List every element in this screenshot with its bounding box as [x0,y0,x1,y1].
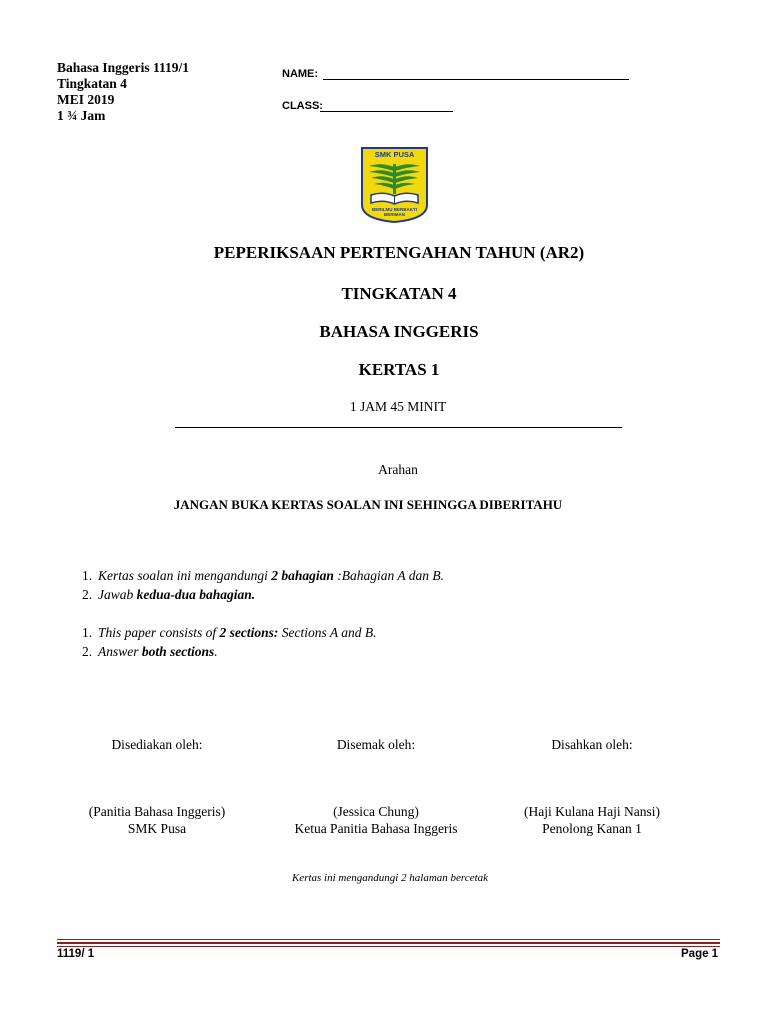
footer-code: 1119/ 1 [57,948,95,960]
instruction-number: 2. [82,587,93,602]
form-title: TINGKATAN 4 [341,284,457,303]
paper-title: KERTAS 1 [358,360,440,379]
name-field[interactable] [282,68,323,80]
instructions-malay [82,566,444,604]
page-count-note: Kertas ini mengandungi 2 halaman bercetak [291,872,489,884]
subject-title: BAHASA INGGERIS [319,322,479,341]
instruction-text: Sections A and B. [278,625,377,640]
prepared-by-label: Disediakan oleh: [111,737,203,752]
do-not-open-warning: JANGAN BUKA KERTAS SOALAN INI SEHINGGA DIBERITAHU [173,497,563,512]
checked-by-label: Disemak oleh: [336,737,416,752]
footer-rule [57,939,720,940]
student-fields [282,68,323,112]
signatory-name: (Jessica Chung) [333,804,419,819]
instruction-text: Jawab [98,587,137,602]
instruction-text: . [214,644,218,659]
instruction-emphasis: 2 bahagian [271,568,334,583]
instructions-english [82,623,377,661]
logo-motto-line1: BERILMU BERBAKTI [372,207,417,212]
logo-top-text: SMK PUSA [374,150,415,159]
instruction-text: Kertas soalan ini mengandungi [98,568,272,583]
instruction-text: :Bahagian A dan B. [333,568,445,583]
instruction-item [82,642,377,661]
class-label: CLASS: [282,100,323,112]
checked-by-signatory [261,803,491,837]
footer-rule [57,942,720,944]
instruction-number: 1. [82,625,93,640]
instruction-item [82,585,444,604]
signatory-title: Penolong Kanan 1 [542,821,642,836]
instruction-emphasis: 2 sections: [219,625,279,640]
class-line [320,111,453,112]
exam-date: MEI 2019 [57,92,115,107]
signatory-title: SMK Pusa [127,821,187,836]
exam-title: PEPERIKSAAN PERTENGAHAN TAHUN (AR2) [213,243,585,262]
prepared-by-signatory [42,803,272,837]
approved-by-label: Disahkan oleh: [551,737,633,752]
instruction-number: 2. [82,644,93,659]
school-logo [359,145,430,223]
instruction-number: 1. [82,568,93,583]
duration-text: 1 JAM 45 MINIT [349,399,447,414]
signatory-name: (Panitia Bahasa Inggeris) [88,804,226,819]
instruction-text: Answer [98,644,142,659]
title-divider [175,427,622,428]
approved-by-signatory [477,803,707,837]
instruction-emphasis: kedua-dua bahagian. [136,587,256,602]
instruction-item [82,623,377,642]
page-number: Page 1 [681,948,719,960]
name-label: NAME: [282,68,319,80]
signatory-name: (Haji Kulana Haji Nansi) [523,804,661,819]
instruction-emphasis: both sections [141,644,215,659]
name-line [323,79,629,80]
exam-header-info [57,60,189,124]
footer-rule [57,946,720,947]
class-field[interactable] [282,100,323,112]
form-level: Tingkatan 4 [57,76,127,91]
instruction-text: This paper consists of [98,625,220,640]
logo-motto-line2: BERIMAN [384,212,405,217]
exam-duration: 1 ¾ Jam [57,108,106,123]
arahan-heading: Arahan [378,462,418,477]
instruction-item [82,566,444,585]
subject-code: Bahasa Inggeris 1119/1 [57,60,190,75]
signatory-title: Ketua Panitia Bahasa Inggeris [294,821,458,836]
